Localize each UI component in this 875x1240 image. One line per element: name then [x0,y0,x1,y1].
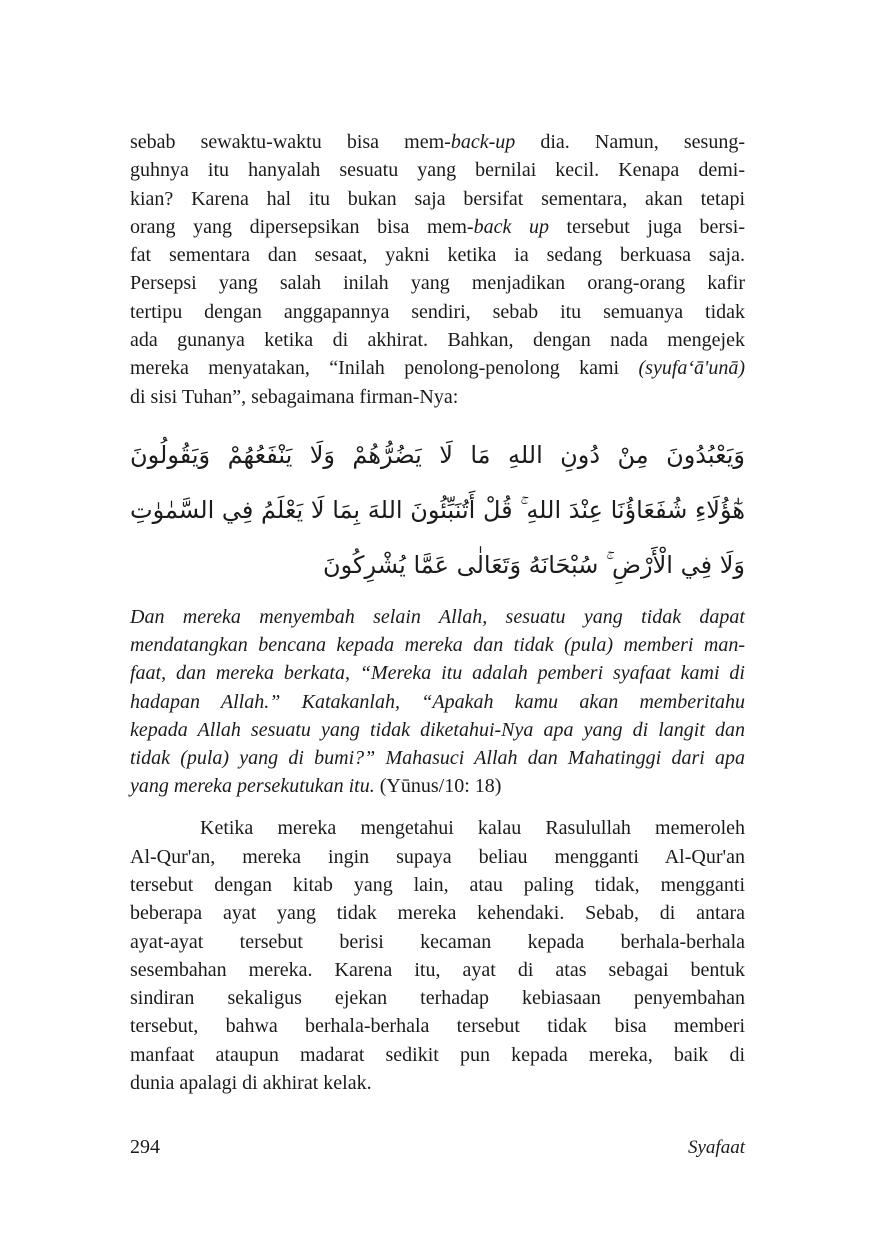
text-line: sindiran sekaligus ejekan terhadap kebiasaan penyembahan [130,987,745,1010]
text-line: beberapa ayat yang tidak mereka kehendaki. Sebab, di antara [130,902,745,925]
verse-translation [130,603,745,800]
text-line: mereka menyatakan, “Inilah penolong-penolong kami (syufa‘ā'unā) [130,357,745,380]
body-paragraph-1 [130,128,745,411]
body-paragraph-2 [130,814,745,1097]
text-line: وَيَعْبُدُونَ مِنْ دُونِ اللهِ مَا لَا يَضُرُّهُمْ وَلَا يَنْفَعُهُمْ وَيَقُولُونَ [130,440,745,469]
page-number: 294 [130,1136,160,1158]
text-line: ada gunanya ketika di akhirat. Bahkan, dengan nada mengejek [130,329,745,352]
text-line: Al-Qur'an, mereka ingin supaya beliau mengganti Al-Qur'an [130,845,745,868]
text-line: dunia apalagi di akhirat kelak. [130,1072,372,1095]
text-line: tersebut, bahwa berhala-berhala tersebut tidak bisa memberi [130,1015,745,1038]
running-title: Syafaat [688,1137,745,1158]
text-line: fat sementara dan sesaat, yakni ketika ia sedang berkuasa saja. [130,244,745,267]
text-line: di sisi Tuhan”, sebagaimana firman-Nya: [130,385,459,408]
text-line: Ketika mereka mengetahui kalau Rasulullah memeroleh [200,817,745,840]
text-line: guhnya itu hanyalah sesuatu yang bernilai kecil. Kenapa demi- [130,159,745,182]
text-line: tersebut dengan kitab yang lain, atau paling tidak, mengganti [130,873,745,896]
text-line: hadapan Allah.” Katakanlah, “Apakah kamu akan memberitahu [130,690,745,713]
text-line: وَلَا فِي الْأَرْضِ ۚ سُبْحَانَهُ وَتَعَالٰى عَمَّا يُشْرِكُونَ [323,550,745,579]
text-line: ayat-ayat tersebut berisi kecaman kepada berhala-berhala [130,930,745,953]
text-line: Dan mereka menyembah selain Allah, sesuatu yang tidak dapat [130,605,745,628]
text-line: kian? Karena hal itu bukan saja bersifat sementara, akan tetapi [130,187,745,210]
text-line: tertipu dengan anggapannya sendiri, sebab itu semuanya tidak [130,300,745,323]
text-line: mendatangkan bencana kepada mereka dan tidak (pula) memberi man- [130,634,745,657]
text-line: yang mereka persekutukan itu. (Yūnus/10: 18) [130,775,502,798]
text-line: tidak (pula) yang di bumi?” Mahasuci Allah dan Mahatinggi dari apa [130,746,745,769]
text-line: manfaat ataupun madarat sedikit pun kepada mereka, baik di [130,1043,745,1066]
text-line: sesembahan mereka. Karena itu, ayat di atas sebagai bentuk [130,958,745,981]
page-footer [130,1136,745,1159]
text-line: kepada Allah sesuatu yang tidak diketahui-Nya apa yang di langit dan [130,718,745,741]
text-line: orang yang dipersepsikan bisa mem-back up tersebut juga bersi- [130,215,745,238]
quran-verse-arabic [130,428,745,593]
text-line: sebab sewaktu-waktu bisa mem-back-up dia. Namun, sesung- [130,131,746,153]
text-line: Persepsi yang salah inilah yang menjadikan orang-orang kafir [130,272,745,295]
text-line: هٰٓؤُلَاءِ شُفَعَاؤُنَا عِنْدَ اللهِ ۚ قُلْ أَتُنَبِّئُونَ اللهَ بِمَا لَا يَعْلَمُ فِي السَّمٰوٰتِ [130,495,745,524]
page-content [130,0,745,1097]
text-line: faat, dan mereka berkata, “Mereka itu adalah pemberi syafaat kami di [130,662,745,685]
